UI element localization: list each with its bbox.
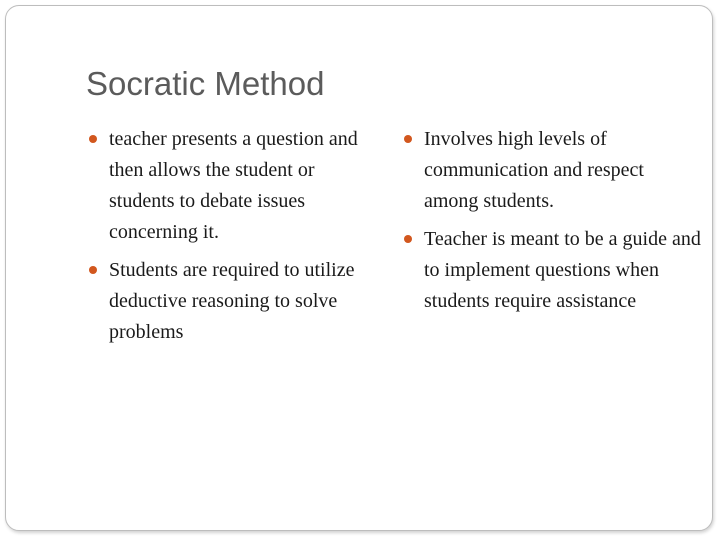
bullet-item xyxy=(88,255,378,348)
bullet-item xyxy=(88,124,378,248)
bullet-dot-icon xyxy=(404,235,412,243)
bullet-dot-icon xyxy=(404,135,412,143)
left-bullet-list xyxy=(88,124,378,355)
bullet-item xyxy=(403,224,703,317)
bullet-text: Teacher is meant to be a guide and to implement questions when students require assistance xyxy=(424,228,701,312)
bullet-text: Involves high levels of communication and respect among students. xyxy=(424,128,644,212)
bullet-dot-icon xyxy=(89,266,97,274)
bullet-dot-icon xyxy=(89,135,97,143)
bullet-text: teacher presents a question and then allows the student or students to debate issues concerning it. xyxy=(109,128,358,243)
bullet-item xyxy=(403,124,703,217)
slide xyxy=(5,5,713,531)
slide-title: Socratic Method xyxy=(86,65,325,102)
bullet-text: Students are required to utilize deductive reasoning to solve problems xyxy=(109,259,355,343)
right-bullet-list xyxy=(403,124,703,324)
